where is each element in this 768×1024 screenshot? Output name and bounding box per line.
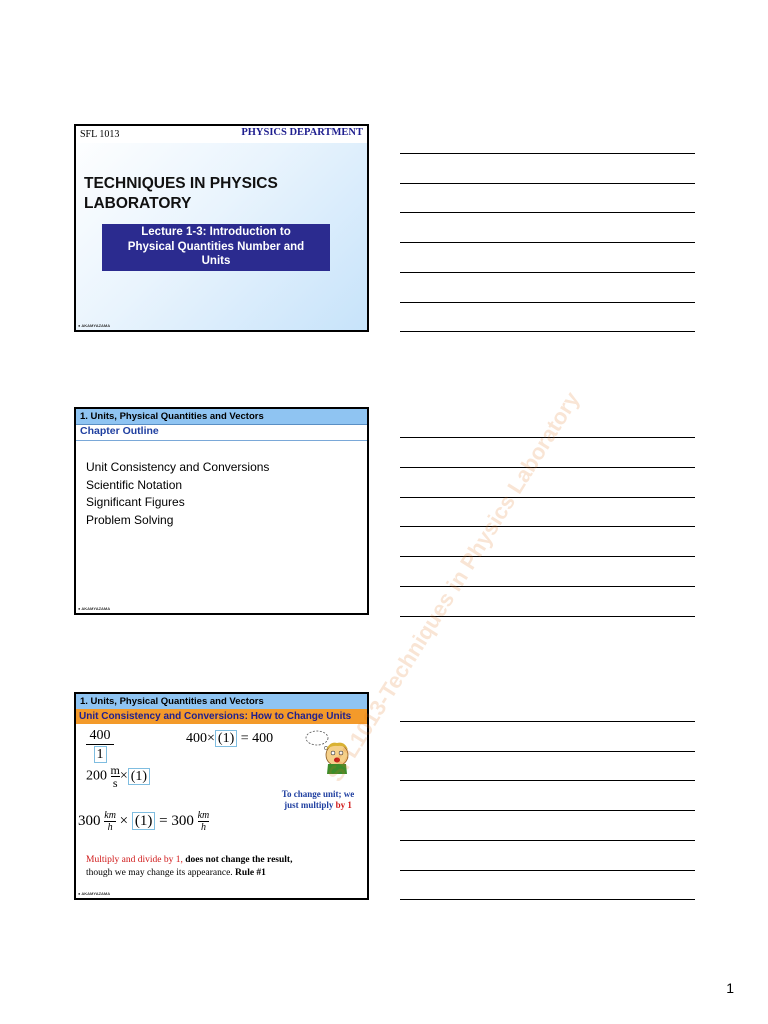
equation-200-m-per-s bbox=[86, 764, 150, 789]
eq3-unit-den: h bbox=[107, 822, 113, 833]
rule-bold: does not change the result, bbox=[185, 855, 293, 865]
rule-note bbox=[86, 854, 366, 880]
hint-red: by 1 bbox=[335, 800, 352, 810]
list-item: Problem Solving bbox=[86, 512, 174, 527]
eq3-unit-fraction-1 bbox=[104, 810, 116, 833]
eq1-right: = 400 bbox=[240, 731, 274, 746]
slide-unit-conversion bbox=[74, 692, 369, 900]
slide-footer bbox=[78, 323, 110, 328]
eq3-unit-den: h bbox=[200, 822, 206, 833]
hint-text bbox=[276, 789, 360, 811]
footer-bullet-icon: ● bbox=[78, 891, 81, 896]
slide-footer bbox=[78, 891, 110, 896]
eq3-coef: 300 bbox=[78, 813, 101, 829]
note-line bbox=[400, 153, 695, 154]
list-item: Unit Consistency and Conversions bbox=[86, 460, 270, 474]
fraction-numerator: 400 bbox=[86, 728, 114, 745]
course-title-line2: LABORATORY bbox=[84, 195, 192, 212]
list-item: Scientific Notation bbox=[86, 477, 183, 492]
topic-bar: 1. Units, Physical Quantities and Vectors bbox=[76, 694, 367, 710]
hint-line1: To change unit; we bbox=[281, 789, 355, 799]
fraction-400-over-1 bbox=[86, 728, 114, 763]
slide-outline bbox=[74, 407, 369, 615]
slide-title bbox=[74, 124, 369, 332]
note-line bbox=[400, 751, 695, 752]
eq3-unit-num: km bbox=[104, 810, 116, 821]
footer-bullet-icon: ● bbox=[78, 323, 81, 328]
department-label: PHYSICS DEPARTMENT bbox=[241, 127, 363, 138]
slide-subtitle: Chapter Outline bbox=[80, 425, 159, 437]
note-line bbox=[400, 526, 695, 527]
slide-subtitle: Unit Consistency and Conversions: How to Change Units bbox=[76, 709, 367, 724]
divider bbox=[76, 440, 367, 441]
note-line bbox=[400, 870, 695, 871]
slide-header bbox=[76, 126, 367, 143]
eq3-one: (1) bbox=[132, 812, 156, 830]
eq2-unit-num: m bbox=[110, 763, 120, 777]
eq1-left: 400× bbox=[186, 731, 215, 746]
rule-red: Multiply and divide by 1, bbox=[86, 855, 183, 865]
eq3-unit-fraction-2 bbox=[198, 810, 210, 833]
thinking-character-icon bbox=[304, 726, 354, 776]
footer-bullet-icon: ● bbox=[78, 606, 81, 611]
eq3-unit-num: km bbox=[197, 810, 210, 821]
note-line bbox=[400, 183, 695, 184]
eq1-one: (1) bbox=[215, 730, 237, 747]
note-line bbox=[400, 616, 695, 617]
eq2-coef: 200 bbox=[86, 768, 107, 784]
note-line bbox=[400, 721, 695, 722]
note-line bbox=[400, 556, 695, 557]
equation-400 bbox=[186, 731, 273, 747]
denominator-box: 1 bbox=[94, 746, 107, 763]
watermark: SFL1013-Techniques in Physics Laboratory bbox=[322, 387, 585, 786]
eq2-unit-den: s bbox=[112, 776, 118, 790]
slide-footer bbox=[78, 606, 110, 611]
eq2-one: (1) bbox=[128, 768, 150, 785]
note-line bbox=[400, 242, 695, 243]
eq2-times: × bbox=[119, 768, 128, 784]
note-line bbox=[400, 437, 695, 438]
hint-line2: just multiply bbox=[284, 800, 334, 810]
note-line bbox=[400, 840, 695, 841]
note-line bbox=[400, 467, 695, 468]
eq3-times: × bbox=[119, 813, 129, 829]
note-line bbox=[400, 272, 695, 273]
note-line bbox=[400, 212, 695, 213]
outline-list bbox=[86, 459, 269, 529]
footer-text: AKAMYAZAMA bbox=[81, 323, 111, 328]
footer-text: AKAMYAZAMA bbox=[81, 606, 111, 611]
course-code: SFL 1013 bbox=[80, 129, 120, 140]
eq3-equals: = 300 bbox=[159, 813, 194, 829]
lecture-line3: Units bbox=[201, 255, 231, 267]
fraction-denominator bbox=[86, 747, 114, 763]
equation-300-km-per-h bbox=[78, 810, 209, 833]
note-line bbox=[400, 331, 695, 332]
topic-bar: 1. Units, Physical Quantities and Vectors bbox=[76, 409, 367, 425]
course-title bbox=[84, 174, 354, 214]
page-number: 1 bbox=[726, 980, 734, 996]
list-item: Significant Figures bbox=[86, 495, 185, 509]
lecture-line2: Physical Quantities Number and bbox=[127, 240, 305, 253]
note-line bbox=[400, 780, 695, 781]
note-line bbox=[400, 899, 695, 900]
note-line bbox=[400, 497, 695, 498]
rule-tag: Rule #1 bbox=[235, 868, 266, 878]
footer-text: AKAMYAZAMA bbox=[81, 891, 111, 896]
course-title-line1: TECHNIQUES IN PHYSICS bbox=[84, 175, 278, 192]
note-line bbox=[400, 302, 695, 303]
lecture-title-box bbox=[102, 224, 330, 271]
eq2-unit-fraction bbox=[111, 764, 120, 789]
rule-plain: though we may change its appearance. bbox=[86, 868, 233, 878]
note-line bbox=[400, 810, 695, 811]
lecture-line1: Lecture 1-3: Introduction to bbox=[141, 226, 291, 238]
note-line bbox=[400, 586, 695, 587]
